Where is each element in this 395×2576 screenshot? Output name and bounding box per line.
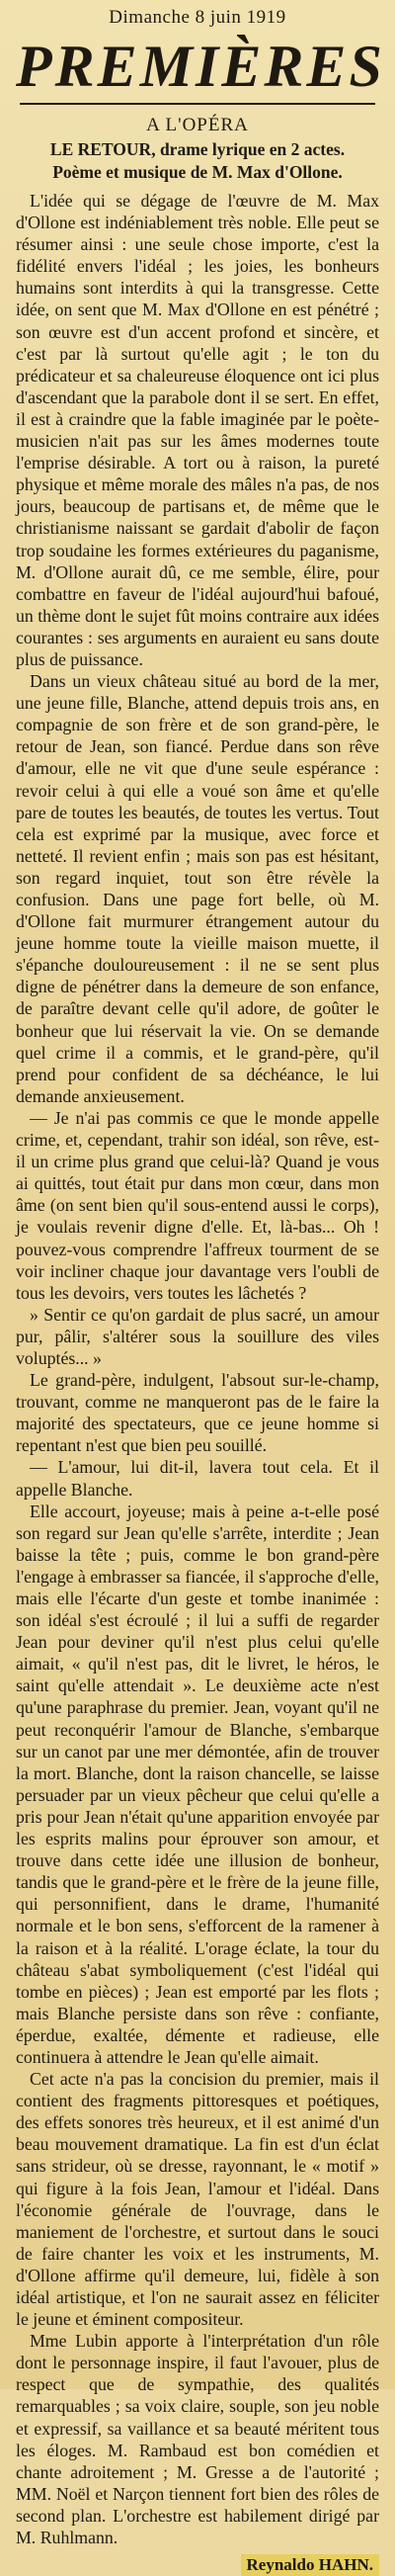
paragraph: Elle accourt, joyeuse; mais à peine a-t-elle posé son regard sur Jean qu'elle s'arrête, interdite ; Jean baisse la tête ; puis, comme le bon grand-père l'engage à embrasser sa fiancée, il s'approche d'elle, mais elle l'écarte d'un geste et tombe inanimée : son idéal s'est écroulé ; il lui a suffi de regarder Jean pour deviner qu'il n'est plus celui qu'elle aimait, « qu'il n'est pas, dit le livret, le héros, le saint qu'elle attendait ». Le deuxième acte n'est qu'une paraphrase du premier. Jean, voyant qu'il ne peut reconquérir l'amour de Blanche, s'embarque sur un canot par une mer démontée, afin de trouver la mort. Blanche, dont la raison chancelle, se laisse persuader par un vieux pêcheur que celui qu'elle a pris pour Jean n'était qu'une apparition envoyée par les esprits malins pour éprouver son amour, et trouve dans cette idée une illusion de bonheur, tandis que le grand-père et le frère de la jeune fille, qui personnifient, dans le drame, l'humanité normale et le bon sens, s'efforcent de la ramener à la raison et à la réalité. L'orage éclate, la tour du château s'abat symboliquement (c'est l'idéal qui tombe en pièces) ; Jean est emporté par les flots ; mais Blanche persiste dans son rêve : confiante, éperdue, exaltée, démente et radieuse, elle continuera à attendre le Jean qu'elle aimait.	[16, 1501, 379, 2067]
masthead-title: PREMIÈRES	[16, 34, 385, 99]
section-title: A L'OPÉRA	[146, 115, 249, 135]
paragraph: — Je n'ai pas commis ce que le monde appelle crime, et, cependant, trahir son idéal, son rêve, est-il un crime plus grand que celui-là? Quand je vous ai quittés, tout était pur dans mon cœur, dans mon âme (on sent bien qu'il sous-entend aussi le corps), je voulais revenir digne d'elle. Et, là-bas... Oh ! pouvez-vous comprendre l'affreux tourment de se voir incliner chaque jour davantage vers l'oubli de tous les devoirs, vers toutes les lâchetés ?	[16, 1107, 379, 1303]
headline-line-1: LE RETOUR, drame lyrique en 2 actes.	[49, 139, 346, 159]
paragraph: Mme Lubin apporte à l'interprétation d'un rôle dont le personnage inspire, il faut l'avouer, plus de respect que de sympathie, des qualités remarquables ; sa voix claire, souple, son jeu noble et expressif, sa vaillance et sa beauté méritent tous les éloges. M. Rambaud est bon comédien et chante adroitement ; M. Gresse a de l'autorité ; MM. Noël et Narçon tiennent fort bien des rôles de second plan. L'orchestre est habilement dirigé par M. Ruhlmann.	[16, 2331, 379, 2548]
headline-line-2: Poème et musique de M. Max d'Ollone.	[52, 162, 343, 182]
paragraph: Cet acte n'a pas la concision du premier, mais il contient des fragments pittoresques et poétiques, des effets sonores très heureux, et il est animé d'un beau mouvement dramatique. La fin est d'un éclat sans strideur, où se dresse, rayonnant, le « motif » qui figure à la fois Jean, l'amour et l'idéal. Dans l'économie générale de l'ouvrage, dans le maniement de l'orchestre, et surtout dans le souci de faire chanter les voix et les instruments, M. d'Ollone affirme qu'il demeure, lui, fidèle à son idéal artistique, et l'on ne saurait assez en féliciter le jeune et éminent compositeur.	[16, 2069, 379, 2330]
masthead-divider	[20, 103, 375, 105]
paragraph: Dans un vieux château situé au bord de la mer, une jeune fille, Blanche, attend depuis trois ans, en compagnie de son frère et de son grand-père, le retour de Jean, son fiancé. Perdue dans son rêve d'amour, elle ne vit que d'une seule espérance : revoir celui à qui elle a voué son âme et qu'elle pare de toutes les beautés, de toutes les vertus. Tout cela est exprimé par la musique, avec force et netteté. Il revient enfin ; mais son pas est hésitant, son regard inquiet, tout son être révèle la confusion. Dans une page fort belle, où M. d'Ollone fait murmurer étrangement autour du jeune homme toute la vieille maison muette, il s'épanche douloureusement : il ne se sent plus digne de pénétrer dans la demeure de son enfance, de paraître devant celle qu'il adore, de goûter le bonheur que lui réservait la vie. On se demande quel crime il a commis, et le grand-père, qu'il prend pour confident de sa déchéance, le lui demande anxieusement.	[16, 671, 379, 1106]
dateline: Dimanche 8 juin 1919	[109, 7, 286, 28]
paragraph: » Sentir ce qu'on gardait de plus sacré, un amour pur, pâlir, s'altérer sous la souillure des viles voluptés... »	[16, 1304, 379, 1368]
article-headline	[16, 138, 379, 184]
paragraph: L'idée qui se dégage de l'œuvre de M. Max d'Ollone est indéniablement très noble. Elle peut se résumer ainsi : une seule chose importe, c'est la fidélité envers l'idéal ; les joies, les bonheurs humains sont interdits à qui la transgresse. Cette idée, on sent que M. Max d'Ollone en est pénétré ; son œuvre est d'un accent profond et sincère, et c'est par là surtout qu'elle agit ; le ton du prédicateur et sa chaleureuse éloquence ont ici plus d'ascendant que la parabole dont il se sert. En effet, il est à craindre que la fable imaginée par le poète-musicien n'ait pas sur les âmes modernes toute l'emprise désirable. A tort ou à raison, la pureté physique et même morale des mâles n'a pas, de nos jours, beaucoup de partisans et, de même que le christianisme naissant se gardait d'abolir de façon trop soudaine les formes extérieures du paganisme, M. d'Ollone aurait dû, ce me semble, élire, pour combattre en faveur de l'idéal aujourd'hui bafoué, un thème dont le sujet fût moins contraire aux idées courantes : ses arguments en auraient eu sans doute plus de puissance.	[16, 191, 379, 669]
author-signature: Reynaldo HAHN.	[241, 2554, 379, 2576]
signature-row	[16, 2554, 379, 2576]
article-body	[16, 190, 379, 2548]
paragraph: Le grand-père, indulgent, l'absout sur-le-champ, trouvant, comme ne manqueront pas de le faire la majorité des spectateurs, que ce jeune homme si repentant n'est que bien peu souillé.	[16, 1370, 379, 1456]
paragraph: — L'amour, lui dit-il, lavera tout cela. Et il appelle Blanche.	[16, 1457, 379, 1500]
